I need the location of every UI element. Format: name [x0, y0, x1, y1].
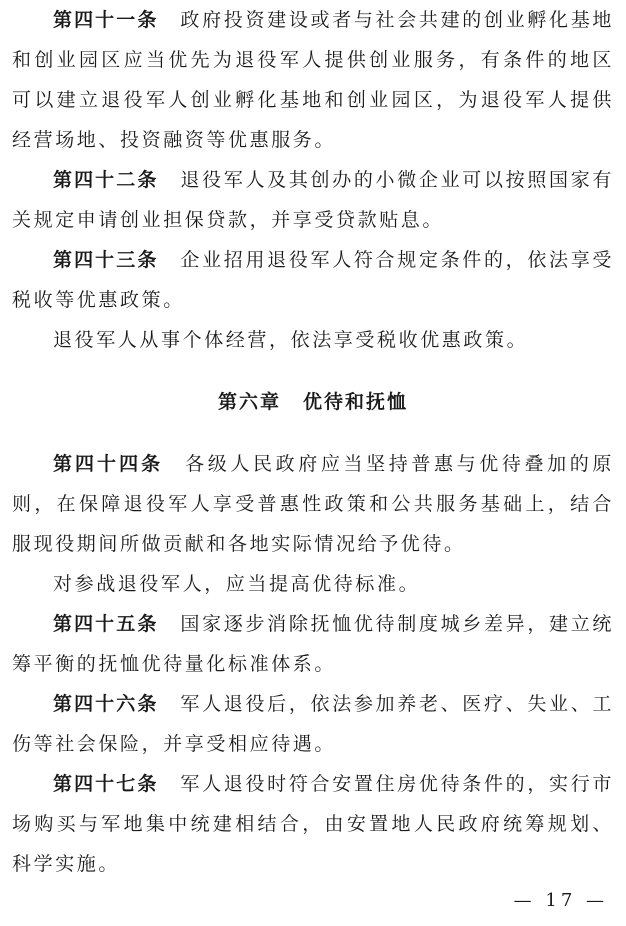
article-41-text: 政府投资建设或者与社会共建的创业孵化基地和创业园区应当优先为退役军人提供创业服务，有条件的地区可以建立退役军人创业孵化基地和创业园区，为退役军人提供经营场地、投资融资等优惠服务。	[12, 9, 614, 151]
article-47-text: 军人退役时符合安置住房优待条件的，实行市场购买与军地集中统建相结合，由安置地人民政府统筹规划、科学实施。	[12, 773, 614, 875]
article-44-text: 各级人民政府应当坚持普惠与优待叠加的原则，在保障退役军人享受普惠性政策和公共服务基础上，结合服现役期间所做贡献和各地实际情况给予优待。	[12, 453, 614, 555]
article-45	[12, 604, 614, 684]
article-43-paragraph-2: 退役军人从事个体经营，依法享受税收优惠政策。	[53, 329, 529, 351]
article-45-text: 国家逐步消除抚恤优待制度城乡差异，建立统筹平衡的抚恤优待量化标准体系。	[12, 613, 614, 675]
article-46-title: 第四十六条	[53, 693, 159, 715]
article-44	[12, 444, 614, 564]
article-47-title: 第四十七条	[53, 773, 159, 795]
article-46-text: 军人退役后，依法参加养老、医疗、失业、工伤等社会保险，并享受相应待遇。	[12, 693, 614, 755]
chapter-heading	[12, 360, 614, 444]
article-47	[12, 764, 614, 884]
article-42-text: 退役军人及其创办的小微企业可以按照国家有关规定申请创业担保贷款，并享受贷款贴息。	[12, 169, 614, 231]
article-44-title: 第四十四条	[53, 453, 164, 475]
article-43-title: 第四十三条	[53, 249, 159, 271]
article-46	[12, 684, 614, 764]
article-42	[12, 160, 614, 240]
chapter-number: 第六章	[217, 391, 281, 413]
article-41-title: 第四十一条	[53, 9, 159, 31]
article-43-text: 企业招用退役军人符合规定条件的，依法享受税收等优惠政策。	[12, 249, 614, 311]
page-number: — 17 —	[513, 890, 608, 911]
article-43	[12, 240, 614, 320]
article-42-title: 第四十二条	[53, 169, 159, 191]
document-page	[12, 0, 614, 926]
article-45-title: 第四十五条	[53, 613, 159, 635]
article-41	[12, 0, 614, 160]
article-44-paragraph-2: 对参战退役军人，应当提高优待标准。	[53, 573, 421, 595]
chapter-title: 优待和抚恤	[303, 391, 409, 413]
